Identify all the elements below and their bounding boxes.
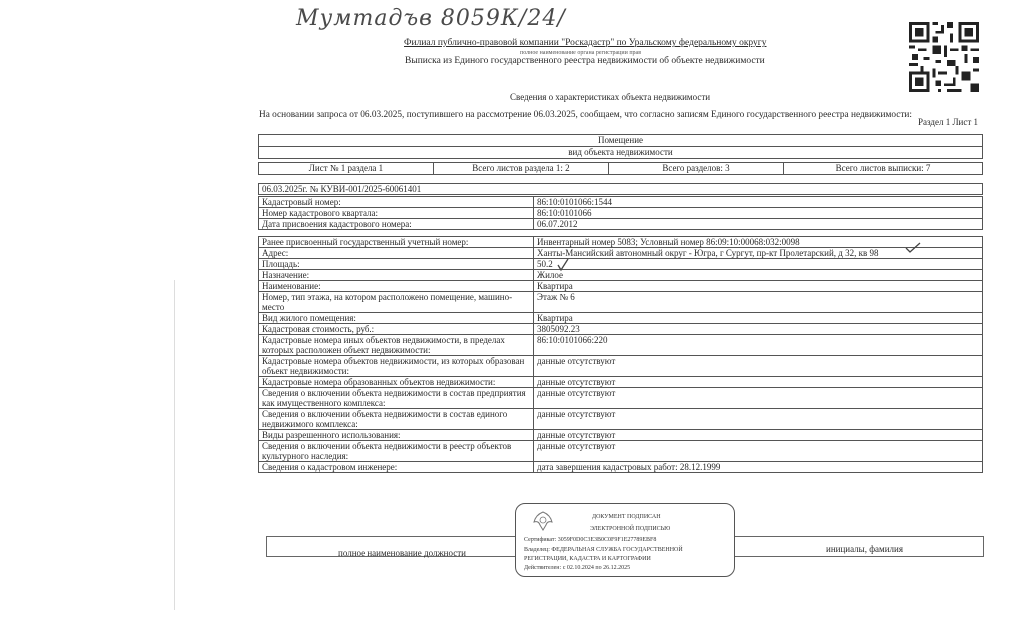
table-row <box>259 388 983 409</box>
row-label: Кадастровая стоимость, руб.: <box>259 324 534 335</box>
row-label: Назначение: <box>259 270 534 281</box>
check-mark-icon <box>557 258 569 272</box>
row-label: Номер, тип этажа, на котором расположено помещение, машино-место <box>259 292 534 313</box>
table-row <box>259 292 983 313</box>
total-sheets-section: Всего листов раздела 1: 2 <box>434 163 609 175</box>
row-label: Наименование: <box>259 281 534 292</box>
row-value: данные отсутствуют <box>534 388 983 409</box>
object-type-table <box>258 134 983 159</box>
row-label: Кадастровые номера объектов недвижимости, из которых образован объект недвижимости: <box>259 356 534 377</box>
org-name: Филиал публично-правовой компании "Роскадастр" по Уральскому федеральному округу <box>404 38 767 48</box>
row-label: Сведения о включении объекта недвижимости в состав единого недвижимого комплекса: <box>259 409 534 430</box>
qr-code <box>908 22 980 92</box>
table-row <box>259 197 983 208</box>
row-value: данные отсутствуют <box>534 441 983 462</box>
row-value: данные отсутствуют <box>534 430 983 441</box>
table-row <box>259 313 983 324</box>
row-label: Адрес: <box>259 248 534 259</box>
row-value: 86:10:0101066:1544 <box>534 197 983 208</box>
row-value: Квартира <box>534 313 983 324</box>
stamp-cert: Сертификат: 3059F0D0C3E3B0C0F9F1E27789EBF8 <box>524 537 657 543</box>
row-value: данные отсутствуют <box>534 409 983 430</box>
check-mark-icon <box>905 242 921 254</box>
table-row <box>259 248 983 259</box>
table-row <box>259 430 983 441</box>
table-row <box>259 281 983 292</box>
table-row <box>259 409 983 430</box>
table-row <box>259 208 983 219</box>
row-value: 06.07.2012 <box>534 219 983 230</box>
row-label: Сведения о включении объекта недвижимости в состав предприятия как имущественного комплекса: <box>259 388 534 409</box>
row-value: Жилое <box>534 270 983 281</box>
position-caption: полное наименование должности <box>338 548 466 558</box>
row-label: Дата присвоения кадастрового номера: <box>259 219 534 230</box>
row-value: 86:10:0101066 <box>534 208 983 219</box>
table-row <box>259 335 983 356</box>
row-label: Сведения о включении объекта недвижимости в реестр объектов культурного наследия: <box>259 441 534 462</box>
row-label: Кадастровый номер: <box>259 197 534 208</box>
table-row <box>259 377 983 388</box>
row-value: 86:10:0101066:220 <box>534 335 983 356</box>
table-row <box>259 270 983 281</box>
row-value: Инвентарный номер 5083; Условный номер 86:09:10:00068:032:0098 <box>534 237 983 248</box>
signature-stamp <box>515 503 735 577</box>
table-row <box>259 441 983 462</box>
section-title: Сведения о характеристиках объекта недвижимости <box>510 92 711 102</box>
characteristics-table <box>258 236 983 473</box>
row-value: 3805092.23 <box>534 324 983 335</box>
stamp-title-1: ДОКУМЕНТ ПОДПИСАН <box>592 514 661 520</box>
request-ref: 06.03.2025г. № КУВИ-001/2025-60061401 <box>259 184 983 195</box>
total-sections: Всего разделов: 3 <box>609 163 784 175</box>
object-type: Помещение <box>259 135 983 147</box>
emblem-icon <box>530 510 556 532</box>
row-value: 50.2 <box>534 259 983 270</box>
row-label: Кадастровые номера иных объектов недвижимости, в пределах которых расположен объект недвижимости: <box>259 335 534 356</box>
row-value: Ханты-Мансийский автономный округ - Югра, г Сургут, пр-кт Пролетарский, д 32, кв 98 <box>534 248 983 259</box>
row-label: Площадь: <box>259 259 534 270</box>
row-label: Виды разрешенного использования: <box>259 430 534 441</box>
basis-text: На основании запроса от 06.03.2025, поступившего на рассмотрение 06.03.2025, сообщаем, что согласно записям Единого государственного реестра недвижимости: <box>259 110 912 120</box>
row-label: Номер кадастрового квартала: <box>259 208 534 219</box>
row-value: данные отсутствуют <box>534 356 983 377</box>
stamp-owner-2: РЕГИСТРАЦИИ, КАДАСТРА И КАРТОГРАФИИ <box>524 556 651 562</box>
row-value: Квартира <box>534 281 983 292</box>
row-value: данные отсутствуют <box>534 377 983 388</box>
table-row <box>259 324 983 335</box>
section-sheet: Раздел 1 Лист 1 <box>918 117 979 127</box>
total-sheets-extract: Всего листов выписки: 7 <box>784 163 983 175</box>
row-label: Сведения о кадастровом инженере: <box>259 462 534 473</box>
row-value: Этаж № 6 <box>534 292 983 313</box>
row-label: Вид жилого помещения: <box>259 313 534 324</box>
sheet-info-table <box>258 162 983 175</box>
sheet-number: Лист № 1 раздела 1 <box>259 163 434 175</box>
stamp-title-2: ЭЛЕКТРОННОЙ ПОДПИСЬЮ <box>590 526 671 532</box>
row-label: Кадастровые номера образованных объектов недвижимости: <box>259 377 534 388</box>
identifiers-table <box>258 196 983 230</box>
object-type-caption: вид объекта недвижимости <box>259 147 983 159</box>
table-row <box>259 237 983 248</box>
doc-title: Выписка из Единого государственного реестра недвижимости об объекте недвижимости <box>405 56 765 66</box>
table-row <box>259 462 983 473</box>
initials-caption: инициалы, фамилия <box>826 544 903 554</box>
stamp-owner-1: Владелец: ФЕДЕРАЛЬНАЯ СЛУЖБА ГОСУДАРСТВЕННОЙ <box>524 547 683 553</box>
request-ref-table <box>258 183 983 195</box>
table-row <box>259 219 983 230</box>
table-row <box>259 356 983 377</box>
handwritten-note: Мумтадъв 8059К/24/ <box>296 6 566 31</box>
stamp-valid: Действителен: с 02.10.2024 по 26.12.2025 <box>524 565 631 571</box>
row-value: дата завершения кадастровых работ: 28.12.1999 <box>534 462 983 473</box>
table-row <box>259 259 983 270</box>
org-caption: полное наименование органа регистрации прав <box>520 50 642 56</box>
row-label: Ранее присвоенный государственный учетный номер: <box>259 237 534 248</box>
